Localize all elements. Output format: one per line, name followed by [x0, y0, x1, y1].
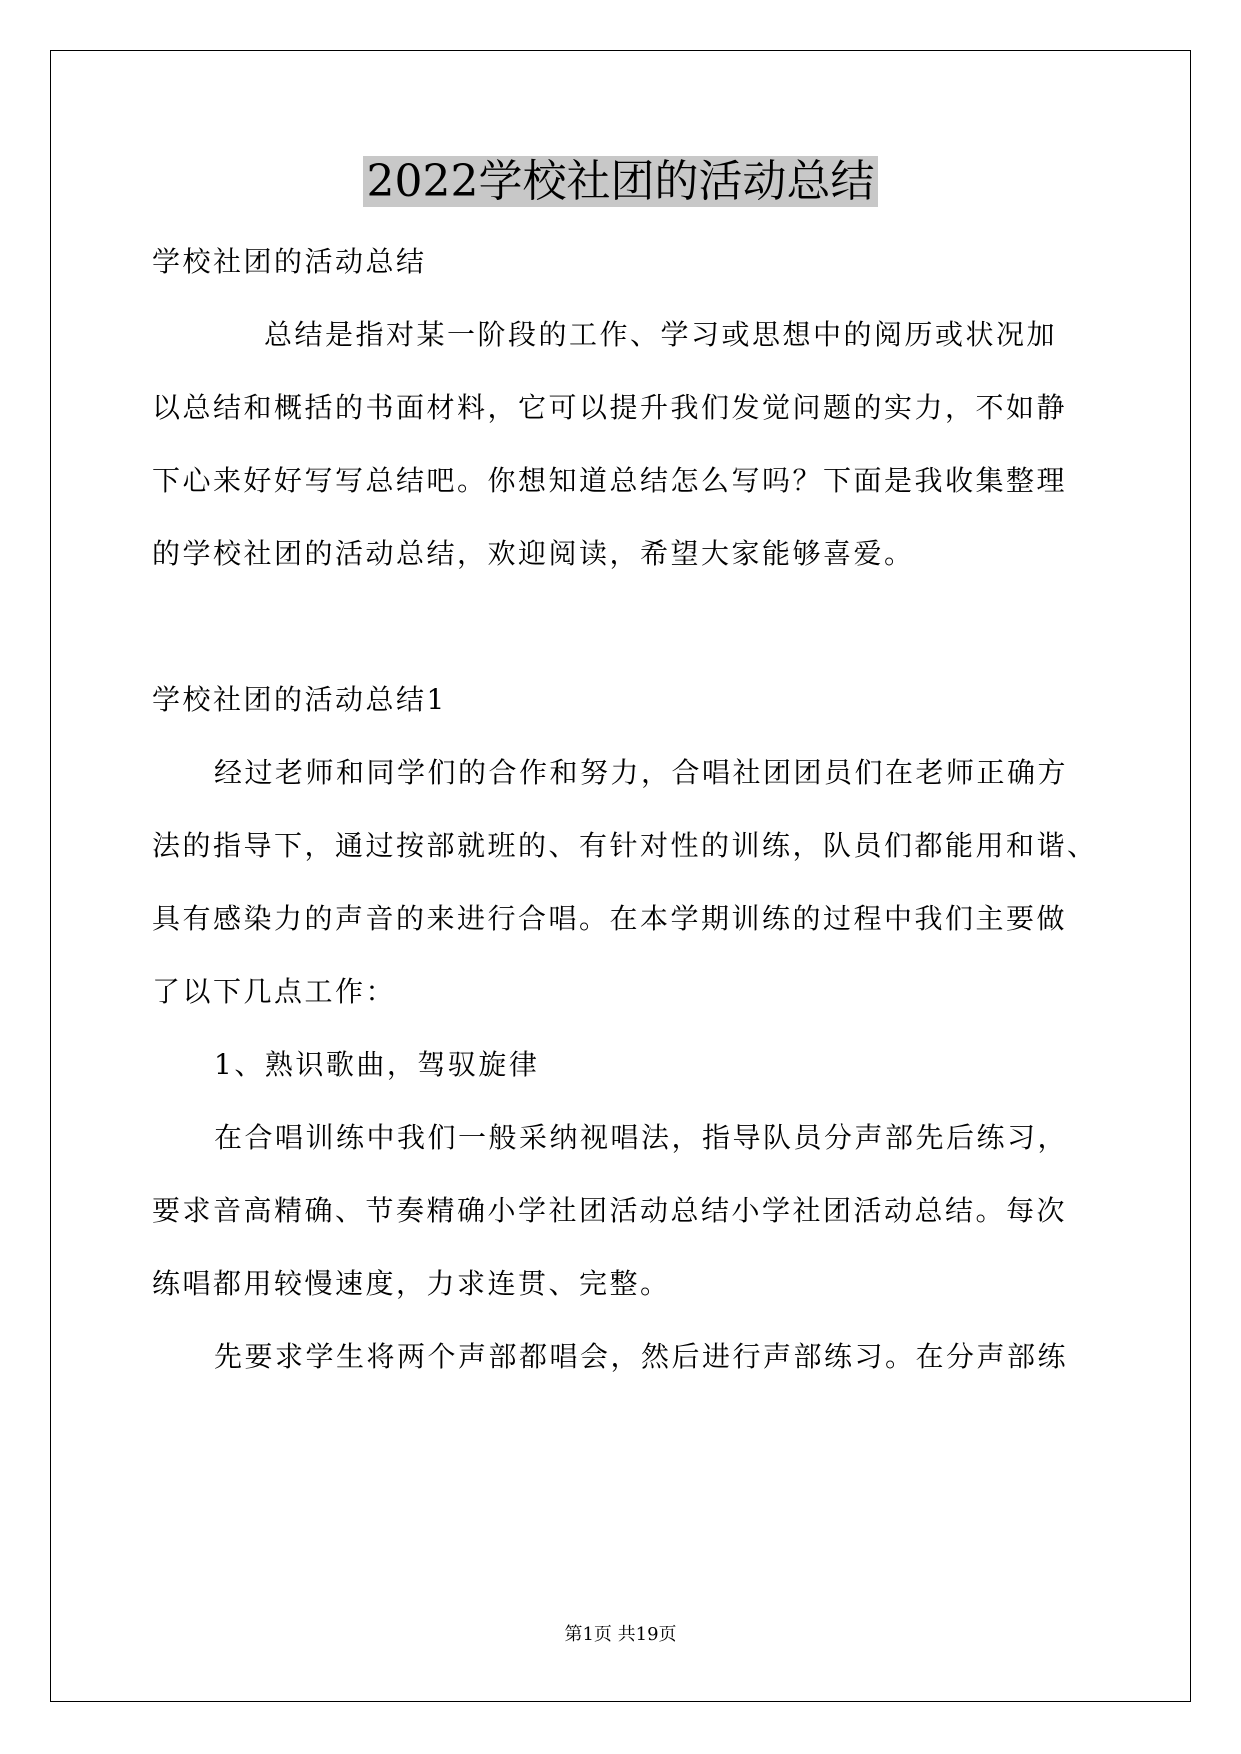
body-line: 要求音高精确、节奏精确小学社团活动总结小学社团活动总结。每次	[152, 1194, 1068, 1227]
section-heading: 学校社团的活动总结1	[152, 683, 447, 716]
body-line: 先要求学生将两个声部都唱会，然后进行声部练习。在分声部练	[214, 1340, 1069, 1373]
subtitle-line: 学校社团的活动总结	[152, 245, 427, 278]
body-line: 下心来好好写写总结吧。你想知道总结怎么写吗？下面是我收集整理	[152, 464, 1068, 497]
page-border	[50, 50, 1191, 1702]
body-line: 经过老师和同学们的合作和努力，合唱社团团员们在老师正确方	[214, 756, 1069, 789]
title-text: 2022学校社团的活动总结	[363, 156, 879, 207]
body-line: 以总结和概括的书面材料，它可以提升我们发觉问题的实力，不如静	[152, 391, 1068, 424]
body-line: 练唱都用较慢速度，力求连贯、完整。	[152, 1267, 671, 1300]
page-number-footer: 第1页 共19页	[564, 1624, 677, 1645]
body-line: 总结是指对某一阶段的工作、学习或思想中的阅历或状况加	[264, 318, 1058, 351]
body-line: 法的指导下，通过按部就班的、有针对性的训练，队员们都能用和谐、	[152, 829, 1098, 862]
body-line: 在合唱训练中我们一般采纳视唱法，指导队员分声部先后练习，	[214, 1121, 1069, 1154]
body-line: 了以下几点工作：	[152, 975, 397, 1008]
body-line: 的学校社团的活动总结，欢迎阅读，希望大家能够喜爱。	[152, 537, 915, 570]
document-title	[0, 150, 1241, 214]
body-line: 具有感染力的声音的来进行合唱。在本学期训练的过程中我们主要做	[152, 902, 1068, 935]
list-item-heading: 1、熟识歌曲，驾驭旋律	[214, 1048, 540, 1081]
